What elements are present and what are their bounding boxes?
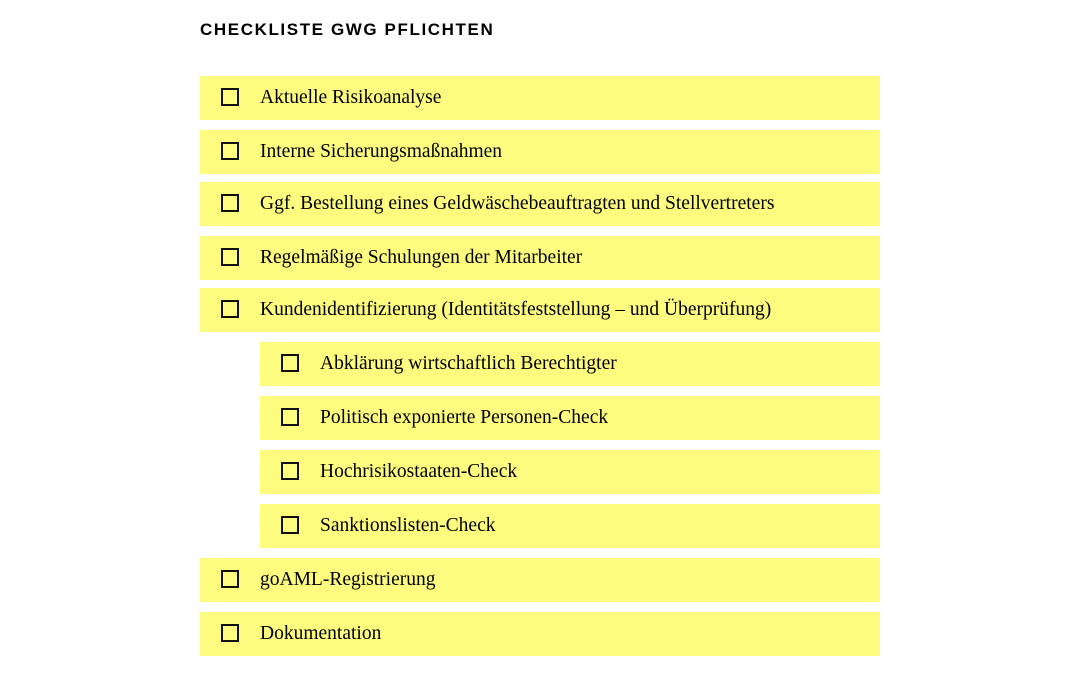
checkbox[interactable]: [281, 462, 299, 480]
checklist-title: CHECKLISTE GWG PFLICHTEN: [200, 20, 495, 39]
checklist-subitem-hochrisikostaaten[interactable]: [260, 450, 880, 494]
checklist-item-label: Regelmäßige Schulungen der Mitarbeiter: [260, 247, 583, 268]
checkbox[interactable]: [221, 624, 239, 642]
checklist-item-label: Sanktionslisten-Check: [320, 515, 496, 536]
checkbox[interactable]: [221, 300, 239, 318]
checklist-item-sicherungsmassnahmen[interactable]: [200, 130, 880, 174]
checklist-item-label: Interne Sicherungsmaßnahmen: [260, 141, 503, 162]
checklist-subitem-wirtschaftlich-berechtigter[interactable]: [260, 342, 880, 386]
checklist-item-risikoanalyse[interactable]: [200, 76, 880, 120]
checklist-item-schulungen[interactable]: [200, 236, 880, 280]
checklist-subitem-pep-check[interactable]: [260, 396, 880, 440]
checklist-subitem-sanktionslisten[interactable]: [260, 504, 880, 548]
checklist-item-label: Hochrisikostaaten-Check: [320, 461, 518, 482]
checkbox[interactable]: [281, 516, 299, 534]
checklist-item-label: Kundenidentifizierung (Identitätsfeststellung – und Überprüfung): [260, 299, 772, 320]
checklist-item-label: Ggf. Bestellung eines Geldwäschebeauftragten und Stellvertreters: [260, 193, 775, 214]
checklist-item-label: Aktuelle Risikoanalyse: [260, 87, 442, 108]
checklist-item-dokumentation[interactable]: [200, 612, 880, 656]
checkbox[interactable]: [221, 88, 239, 106]
checkbox[interactable]: [281, 354, 299, 372]
checkbox[interactable]: [221, 194, 239, 212]
checklist-item-goaml[interactable]: [200, 558, 880, 602]
checklist-item-label: Abklärung wirtschaftlich Berechtigter: [320, 353, 617, 374]
checklist-item-label: goAML-Registrierung: [260, 569, 436, 590]
checkbox[interactable]: [221, 570, 239, 588]
checklist-item-label: Dokumentation: [260, 623, 382, 644]
checklist-item-kundenidentifizierung[interactable]: [200, 288, 880, 332]
checklist-item-label: Politisch exponierte Personen-Check: [320, 407, 609, 428]
checkbox[interactable]: [221, 248, 239, 266]
checkbox[interactable]: [281, 408, 299, 426]
checklist-item-geldwaeschebeauftragter[interactable]: [200, 182, 880, 226]
checkbox[interactable]: [221, 142, 239, 160]
